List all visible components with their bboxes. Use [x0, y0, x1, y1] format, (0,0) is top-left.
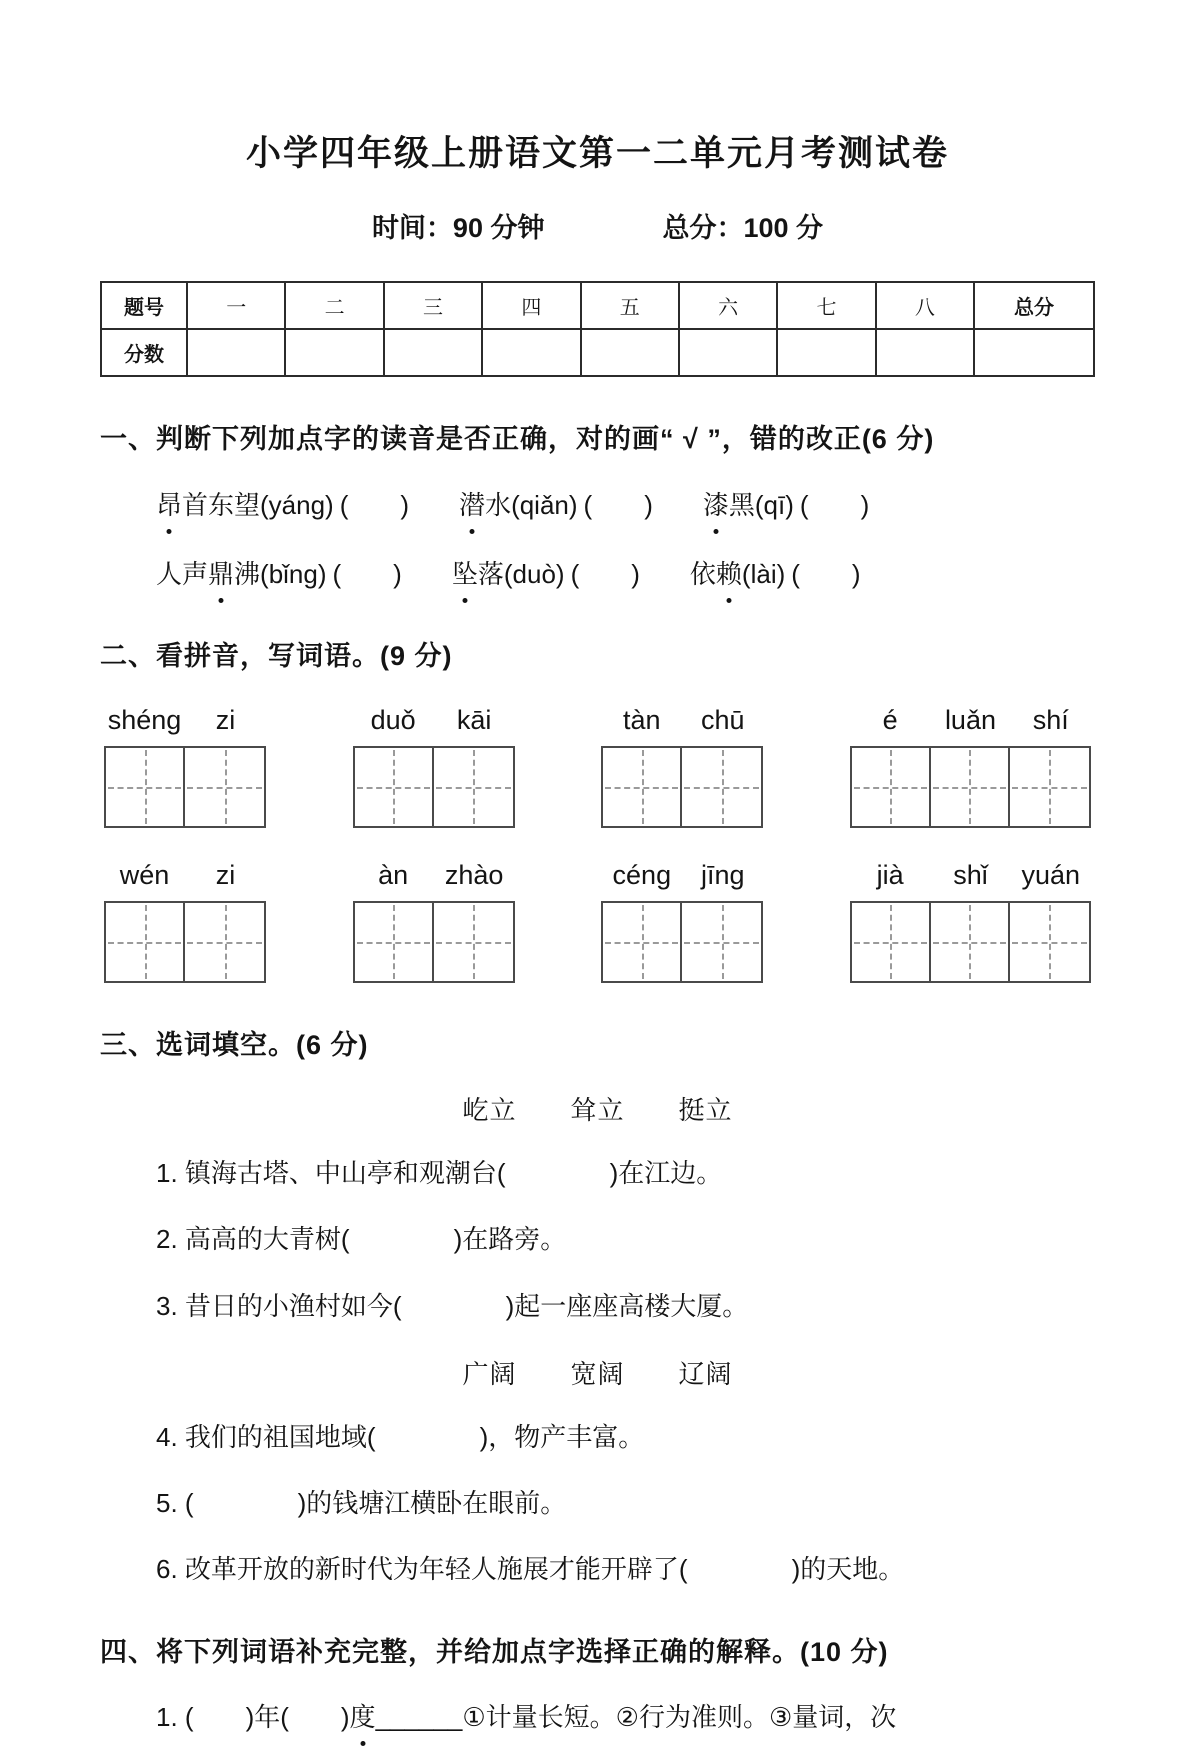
grid-cell: [603, 748, 682, 826]
score-table-header-cell: 三: [384, 282, 482, 329]
score-table: [100, 281, 1095, 377]
q3-item: 6. 改革开放的新时代为年轻人施展才能开辟了( )的天地。: [156, 1554, 905, 1585]
section-q2: [100, 634, 1095, 983]
pinyin-grid-row-1: [100, 705, 1095, 828]
section-q1-heading: 一、判断下列加点字的读音是否正确，对的画“ √ ”，错的改正(6 分): [100, 424, 935, 454]
pinyin-label: é luǎn shí: [882, 705, 1069, 735]
grid-cell: [603, 903, 682, 981]
grid-cell: [682, 748, 761, 826]
grid-cell: [852, 748, 931, 826]
q1-item: [690, 555, 861, 594]
grid-cell: [185, 903, 264, 981]
answer-blank: ( ): [332, 559, 402, 589]
score-table-header-row: [101, 282, 1094, 329]
grid-cell: [1010, 903, 1089, 981]
pinyin-word-group: [104, 705, 266, 828]
answer-blank: ( ): [339, 490, 410, 520]
pinyin-word-group: [601, 705, 763, 828]
q1-item-dotted-char: 昂: [156, 486, 182, 525]
pinyin-word-group: [353, 860, 515, 983]
q1-item-text: 水(qiǎn): [485, 490, 578, 520]
total-score-label: 总分：100 分: [662, 213, 824, 243]
q1-item-dotted-char: 坠: [452, 555, 478, 594]
time-label: 时间：90 分钟: [371, 213, 545, 243]
score-table-header-cell: 六: [679, 282, 777, 329]
word-bank-2: 广阔 宽阔 辽阔: [462, 1358, 733, 1389]
pinyin-label: shéng zi: [107, 705, 236, 735]
q1-item-text: 沸(bǐng): [234, 559, 327, 589]
q4-item: [100, 1697, 1095, 1737]
score-cell-empty: [482, 329, 580, 376]
q1-item-text: 依: [689, 559, 716, 589]
page-title: 小学四年级上册语文第一二单元月考测试卷: [245, 134, 949, 173]
score-cell-empty: [187, 329, 285, 376]
q1-item-dotted-char: 赖: [716, 555, 742, 594]
writing-grid: [353, 746, 515, 828]
pinyin-label: jià shǐ yuán: [876, 860, 1081, 890]
writing-grid: [104, 746, 266, 828]
score-cell-empty: [974, 329, 1094, 376]
word-bank-1: 屹立 耸立 挺立: [462, 1095, 733, 1125]
exam-meta: [100, 206, 1095, 245]
pinyin-label: céng jīng: [612, 860, 745, 890]
score-table-score-row: [101, 329, 1094, 376]
grid-cell: [106, 903, 185, 981]
writing-grid: [850, 746, 1091, 828]
grid-cell: [106, 748, 185, 826]
score-table-header-cell: 总分: [974, 282, 1094, 329]
pinyin-word-group: [104, 860, 266, 983]
answer-blank: ( ): [583, 490, 653, 520]
score-table-header-cell: 四: [482, 282, 580, 329]
score-cell-empty: [285, 329, 383, 376]
pinyin-word-group: [601, 860, 763, 983]
pinyin-word-group: [850, 860, 1091, 983]
score-table-header-cell: 二: [285, 282, 383, 329]
grid-cell: [931, 748, 1010, 826]
pinyin-label: àn zhào: [378, 860, 504, 890]
q3-item: 4. 我们的祖国地域( )，物产丰富。: [156, 1421, 645, 1452]
writing-grid: [601, 746, 763, 828]
section-q4: [100, 1630, 1095, 1737]
section-q1: [100, 417, 1095, 594]
grid-cell: [1010, 748, 1089, 826]
writing-grid: [601, 901, 763, 983]
answer-blank: ( ): [799, 490, 870, 520]
q1-item-dotted-char: 潜: [459, 486, 485, 525]
q1-line-2: [100, 555, 1095, 594]
q3-item: 3. 昔日的小渔村如今( )起一座座高楼大厦。: [156, 1290, 749, 1321]
score-table-header-cell: 题号: [101, 282, 187, 329]
score-row-label: 分数: [101, 329, 187, 376]
section-q4-heading: 四、将下列词语补充完整，并给加点字选择正确的解释。(10 分): [100, 1636, 889, 1667]
q1-item: [156, 555, 402, 594]
score-cell-empty: [679, 329, 777, 376]
pinyin-word-group: [353, 705, 515, 828]
grid-cell: [682, 903, 761, 981]
pinyin-word-group: [850, 705, 1091, 828]
q4-item-text: ______①计量长短。②行为准则。③量词，次: [375, 1701, 897, 1732]
score-cell-empty: [581, 329, 679, 376]
pinyin-label: tàn chū: [623, 705, 745, 735]
q1-item-text: 首东望(yáng): [182, 490, 334, 520]
pinyin-label: wén zi: [119, 860, 236, 890]
grid-cell: [355, 903, 434, 981]
q1-item: [452, 555, 640, 594]
q1-item-text: 落(duò): [477, 559, 565, 589]
section-q3: [100, 1023, 1095, 1590]
score-cell-empty: [777, 329, 875, 376]
score-cell-empty: [876, 329, 974, 376]
answer-blank: ( ): [570, 559, 640, 589]
score-cell-empty: [384, 329, 482, 376]
q3-item: 1. 镇海古塔、中山亭和观潮台( )在江边。: [156, 1158, 723, 1188]
writing-grid: [353, 901, 515, 983]
q3-item: 5. ( )的钱塘江横卧在眼前。: [156, 1488, 567, 1519]
q1-item-text: 人声: [156, 559, 209, 589]
grid-cell: [434, 903, 513, 981]
grid-cell: [434, 748, 513, 826]
q1-item-dotted-char: 鼎: [208, 555, 234, 594]
score-table-header-cell: 八: [876, 282, 974, 329]
section-q2-heading: 二、看拼音，写词语。(9 分): [100, 641, 453, 671]
q4-item-text: 1. ( )年( ): [156, 1701, 350, 1732]
grid-cell: [355, 748, 434, 826]
writing-grid: [104, 901, 266, 983]
pinyin-grid-row-2: [100, 860, 1095, 983]
q1-item-text: (lài): [741, 559, 786, 589]
q3-item: 2. 高高的大青树( )在路旁。: [156, 1224, 567, 1255]
q1-item-text: 黑(qī): [728, 490, 794, 520]
grid-cell: [931, 903, 1010, 981]
grid-cell: [185, 748, 264, 826]
score-table-header-cell: 一: [187, 282, 285, 329]
score-table-header-cell: 五: [581, 282, 679, 329]
pinyin-label: duǒ kāi: [370, 705, 492, 735]
writing-grid: [850, 901, 1091, 983]
section-q3-heading: 三、选词填空。(6 分): [100, 1030, 369, 1060]
q1-item: [459, 486, 653, 525]
q1-line-1: [100, 486, 1095, 525]
q4-item-dotted-char: 度: [350, 1697, 376, 1737]
grid-cell: [852, 903, 931, 981]
q1-item-dotted-char: 漆: [703, 486, 729, 525]
q1-item: [156, 486, 409, 525]
score-table-header-cell: 七: [777, 282, 875, 329]
q1-item: [703, 486, 869, 525]
answer-blank: ( ): [791, 559, 861, 589]
